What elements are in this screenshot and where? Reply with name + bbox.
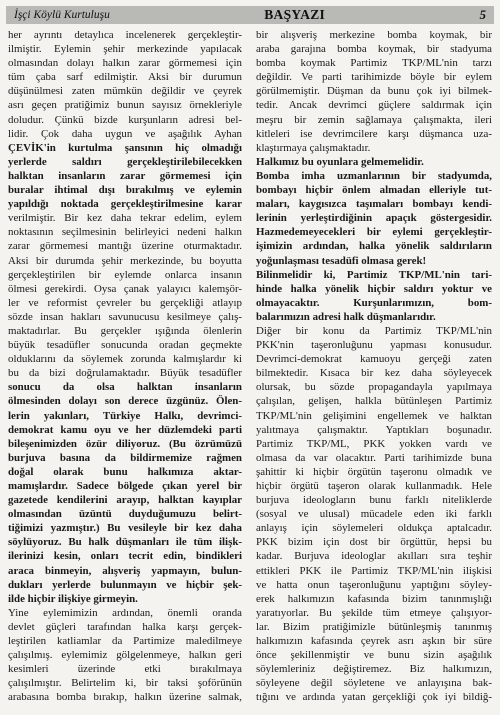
text-line: düşünülmesi zaten mümkün değildir ve çeyrek	[8, 85, 242, 98]
text-line: lar. Bizim pratiğimizle bütünleşmiş tanınmış	[256, 620, 492, 633]
text-line: ilerinizi kesin, onları tecrit edin, bindikleri	[8, 550, 242, 563]
text-line: tiğimizi yazmıştır.) Bu vesileyle bir kez daha	[8, 522, 242, 535]
text-line: demokrat kamu oyu ve her düzlemdeki parti	[8, 423, 242, 436]
text-line: Devrimci-demokrat kamuoyu gerçeği zaten	[256, 353, 492, 366]
text-line: araba garajına bomba koymak, bir stadyuma	[256, 43, 492, 56]
text-line: lidir. Çok daha uygun ve aşağılık Ayhan	[8, 127, 242, 140]
text-line: olmasından dolayı halkın zarar görmemesi için	[8, 57, 242, 70]
text-line: bombayı hiçbir önlem almadan elleriyle tut-	[256, 184, 492, 197]
text-line: bilmektedir. Kısaca bir kez daha söyleyecek	[256, 367, 492, 380]
text-line: tedir. Ancak devrimci güçlere saldırmak için	[256, 99, 492, 112]
text-line: görülmemiştir. Düşman da bunu çok iyi bilmek-	[256, 85, 492, 98]
text-line: doludur. Çünkü bizde kurşunların adresi bel-	[8, 113, 242, 126]
text-line: PKK'nin taşeronluğunu yapması konusudur.	[256, 339, 492, 352]
text-line: çalışılan, gelişen, halkla bütünleşen Partimiz	[256, 395, 492, 408]
text-line: (sosyal ve ulusal) mücadele eden iki farklı	[256, 508, 492, 521]
text-line: Yine eylemimizin ardından, önemli oranda	[8, 606, 242, 619]
text-line: ölmesi gerekirdi. Oysa çanak yalayıcı kalemşör-	[8, 282, 242, 295]
text-line: tüm çaba sarf edilmiştir. Aksi bir durumun	[8, 71, 242, 84]
text-line: asrı geçen pratiğimiz bunun sayısız örnekleriyle	[8, 99, 242, 112]
text-line: ilmiştir. Eylemin şehir merkezinde yapılacak	[8, 43, 242, 56]
text-line: bir alışveriş merkezine bomba koymak, bir	[256, 29, 492, 41]
text-line: lerin yakınları, Türkiye Halkı, devrimci-	[8, 409, 242, 422]
text-line: verilmiştir. Bir kez daha tekrar edelim, eylem	[8, 212, 242, 225]
text-line: halkımızın kafasında çeyrek asrı aşkın bir süre	[256, 635, 492, 648]
text-line: Bilinmelidir ki, Partimiz TKP/ML'nin tari-	[256, 268, 492, 281]
page-number: 5	[479, 7, 486, 22]
text-line: dukları yerlerde bulunmayın ve hiçbir şek-	[8, 578, 242, 591]
text-line: ettikleri PKK ile Partimiz TKP/ML'nin ilişkisi	[256, 564, 492, 577]
text-line: araca binmeyin, alışveriş yapmayın, bulun-	[8, 564, 242, 577]
text-line: Bomba imha uzmanlarının bir stadyumda,	[256, 169, 492, 182]
text-line: ÇEVİK'in kurtulma şansının hiç olmadığı	[8, 141, 242, 154]
text-line: sözde insan hakları savunucusu kesilmeye çalış-	[8, 310, 242, 323]
text-line: değildir. Ve parti tarihimizde böyle bir eylem	[256, 71, 492, 84]
text-line: Aksi bir durumda şehir merkezinde, bu boyutta	[8, 254, 242, 267]
text-line: Hazmedemeyecekleri bir eylemi gerçekleştir-	[256, 226, 492, 239]
text-line: leştirilen katliamlar da Partimize maledilmeye	[8, 635, 242, 648]
text-line: şahittir ki hiçbir örgütün taşeronu olmadık ve	[256, 465, 492, 478]
text-line: anlayış için söylemeleri oldukça aptalcadır.	[256, 522, 492, 535]
text-line: Partimiz TKP/ML, PKK yokken vardı ve	[256, 437, 492, 450]
publication-name: İşçi Köylü Kurtuluşu	[14, 9, 110, 21]
text-line: çalışılmış. eylemimiz gölgelenmeye, halkın geri	[8, 649, 242, 662]
text-line: olmayacaktır. Kurşunlarımızın, bom-	[256, 296, 492, 309]
text-line: erek halkımızın kafasında bizim tanınmışlığı	[256, 592, 492, 605]
section-title: BAŞYAZI	[264, 7, 326, 22]
text-line: ler ve reformist çevreler bu gerçekliği atlayıp	[8, 296, 242, 309]
text-line: olursak, bu sözde propagandayla yapılmaya	[256, 381, 492, 394]
text-line: devlet güçleri tarafından halka karşı gerçek-	[8, 620, 242, 633]
text-line: yoğunlaşması tesadüfi olmasa gerek!	[256, 254, 427, 267]
text-line: buralar ihtimal dışı bırakılmış ve eylemin	[8, 184, 242, 197]
text-line: olmasa da var olacaktır. Parti tarihimizde buna	[256, 451, 492, 464]
text-line: işimizin ardından, halka yönelik saldırıların	[256, 240, 492, 253]
left-text-column	[8, 28, 242, 705]
text-line: lerinin yerleştirdiğinin apaçık göstergesidir.	[256, 212, 492, 225]
text-line: her ayrıntı detaylıca incelenerek gerçekleştir-	[8, 29, 242, 41]
text-line: hiçbir örgütü taşeron olarak kullanmadık. Hele	[256, 480, 492, 492]
text-line: olduklarını da söylemek zorunda kalmışlardır ki	[8, 353, 242, 366]
text-line: meşru bir zemin sağlamaya çalışmakta, ileri	[256, 113, 492, 126]
text-line: tığını ve ardında yatan gerçekliği çok iyi bildiğ-	[256, 691, 492, 704]
text-line: maktadırlar. Bu gerçekler ışığında ölenlerin	[8, 324, 242, 337]
text-line: sonucu da olsa halktan insanların	[8, 381, 242, 394]
text-line: arabasına bomba bırakıp, halkın üzerine salmak,	[8, 691, 242, 704]
right-text-column	[256, 28, 492, 705]
text-line: olmasından üzüntü duyduğumuzu belirt-	[8, 508, 242, 521]
text-line: bileşenimizden özür diliyoruz. (Bu özrümüzü	[8, 437, 242, 450]
text-line: noktasının seçilmesinin belirleyici nedeni halkın	[8, 226, 242, 239]
page-header	[6, 6, 494, 24]
text-line: maları, kaygısızca taşımaları bombayı kendi-	[256, 198, 492, 211]
text-line: balarımızın adresi halk düşmanlarıdır.	[256, 310, 436, 323]
text-line: ölmesinden dolayı son derece üzgünüz. Ölen-	[8, 395, 242, 408]
text-line: ve hatta onun taşeronluğunu yaptığını söyley-	[256, 578, 492, 591]
text-line: halktan insanların zarar görmemesi için	[8, 169, 242, 182]
text-line: PKK bizim için dost bir örgüttür, hepsi bu	[256, 536, 492, 549]
text-line: Diğer bir konu da Partimiz TKP/ML'nin	[256, 324, 492, 337]
text-line: bu da bizi doğrulamaktadır. Büyük tesadüfler	[8, 367, 242, 380]
text-line: doğal olarak bunu halkımıza aktar-	[8, 465, 242, 478]
text-line: zarar görmemesi mantığı üzerine oturmaktadır.	[8, 240, 242, 253]
text-line: kadar. Burjuva ideologlar akılları sıra teşhir	[256, 550, 492, 563]
text-line: bomba koymak Partimiz TKP/ML'nin tarzı	[256, 57, 492, 70]
text-line: söylüyoruz. Bu halk düşmanları ile tüm ilişk-	[8, 536, 242, 549]
text-line: Halkımız bu oyunlara gelmemelidir.	[256, 155, 424, 168]
text-line: kesimleri üzerinde etki bırakılmaya	[8, 663, 242, 676]
text-line: yerlerde saldırı gerçekleştirilebilecekken	[8, 155, 242, 168]
text-line: klaştırmaya çalışmaktadır.	[256, 141, 371, 154]
text-line: gazetede kendilerini arayıp, halktan kayıplar	[8, 494, 242, 507]
text-line: hinde halka yönelik hiçbir saldırı yoktur ve	[256, 282, 492, 295]
text-line: kitleleri ise devrimcilere karşı düşmanca uza-	[256, 127, 492, 140]
text-line: büyük tesadüfler sonucunda oradan geçmekte	[8, 339, 242, 352]
text-line: çalışılmıştır. Belirtelim ki, bir taksi şoförünün	[8, 677, 242, 690]
text-line: mamışlardır. Sadece bölgede çıkan yerel bir	[8, 480, 242, 492]
text-line: gerçekleştirilen bir eylemde onlarca insanın	[8, 268, 242, 281]
text-line: burjuva basına da bildirmemize rağmen	[8, 451, 242, 464]
text-line: söylemleriniz değiştiremez. Biz halkımızın,	[256, 663, 492, 676]
text-line: yalıtmaya çalışmaktır. Yaptıkları boşunadır.	[256, 423, 492, 436]
text-line: burjuva ideologların bunu farklı niteliklerde	[256, 494, 492, 507]
text-line: yaratıyorlar. Bu şekilde tüm etmeye çalışıyor-	[256, 606, 492, 619]
text-line: önce şekillenmiştir ve bunu sizin aşağılık	[256, 649, 492, 662]
text-line: ilde hiçbir ilişkiye girmeyin.	[8, 592, 138, 605]
text-line: söyleyene değil söyletene ve anlayışına bak-	[256, 677, 492, 690]
text-line: yapıldığı noktada gerçekleştirilmesine karar	[8, 198, 242, 211]
text-line: TKP/ML'nin gelişimini engellemek ve halktan	[256, 409, 492, 422]
